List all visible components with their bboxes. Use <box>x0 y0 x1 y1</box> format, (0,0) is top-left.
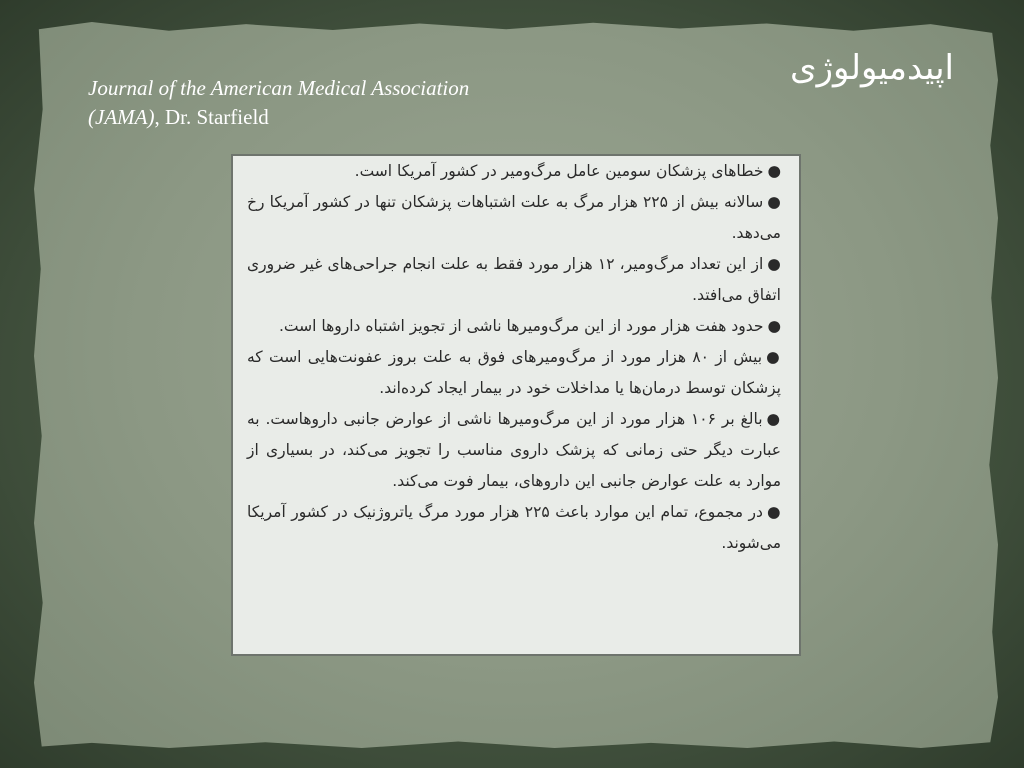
bullet-icon: ● <box>767 193 781 211</box>
scanned-text-image <box>231 154 801 656</box>
bullet-icon: ● <box>767 162 781 180</box>
citation <box>88 74 469 132</box>
bullet-icon: ● <box>766 410 781 428</box>
paragraph-text: بیش از ۸۰ هزار مورد از مرگ‌ومیرهای فوق به علت بروز عفونت‌هایی است که پزشکان توسط درمان‌ها یا مداخلات خود در بیمار ایجاد کرده‌اند. <box>247 348 781 397</box>
bullet-paragraph <box>247 156 781 187</box>
paragraph-text: سالانه بیش از ۲۲۵ هزار مرگ به علت اشتباهات پزشکان تنها در کشور آمریکا رخ می‌دهد. <box>247 193 781 242</box>
bullet-paragraph <box>247 342 781 404</box>
paragraph-text: از این تعداد مرگ‌ومیر، ۱۲ هزار مورد فقط به علت انجام جراحی‌های غیر ضروری اتفاق می‌افتد. <box>247 255 781 304</box>
bullet-paragraph <box>247 497 781 559</box>
bullet-paragraph <box>247 187 781 249</box>
citation-abbrev: (JAMA) <box>88 105 155 129</box>
bullet-icon: ● <box>766 503 781 521</box>
bullet-icon: ● <box>767 255 782 273</box>
paragraph-text: خطاهای پزشکان سومین عامل مرگ‌ومیر در کشور آمریکا است. <box>354 162 764 180</box>
citation-author: , Dr. Starfield <box>154 105 269 129</box>
bullet-paragraph <box>247 311 781 342</box>
bullet-paragraph <box>247 249 781 311</box>
paragraph-text: بالغ بر ۱۰۶ هزار مورد از این مرگ‌ومیرها ناشی از عوارض جانبی داروهاست. به عبارت دیگر حتی زمانی که پزشک داروی مناسب را تجویز می‌کند، در بسیاری از موارد به علت عوارض جانبی این داروهای، بیمار فوت می‌کند. <box>247 410 781 490</box>
bullet-icon: ● <box>766 348 781 366</box>
citation-journal: Journal of the American Medical Association <box>88 76 470 100</box>
slide-title: اپیدمیولوژی <box>789 48 954 88</box>
paragraph-text: حدود هفت هزار مورد از این مرگ‌ومیرها ناشی از تجویز اشتباه داروها است. <box>279 317 764 335</box>
bullet-icon: ● <box>767 317 781 335</box>
paragraph-text: در مجموع، تمام این موارد باعث ۲۲۵ هزار مورد مرگ یاتروژنیک در کشور آمریکا می‌شوند. <box>247 503 781 552</box>
bullet-paragraph <box>247 404 781 497</box>
